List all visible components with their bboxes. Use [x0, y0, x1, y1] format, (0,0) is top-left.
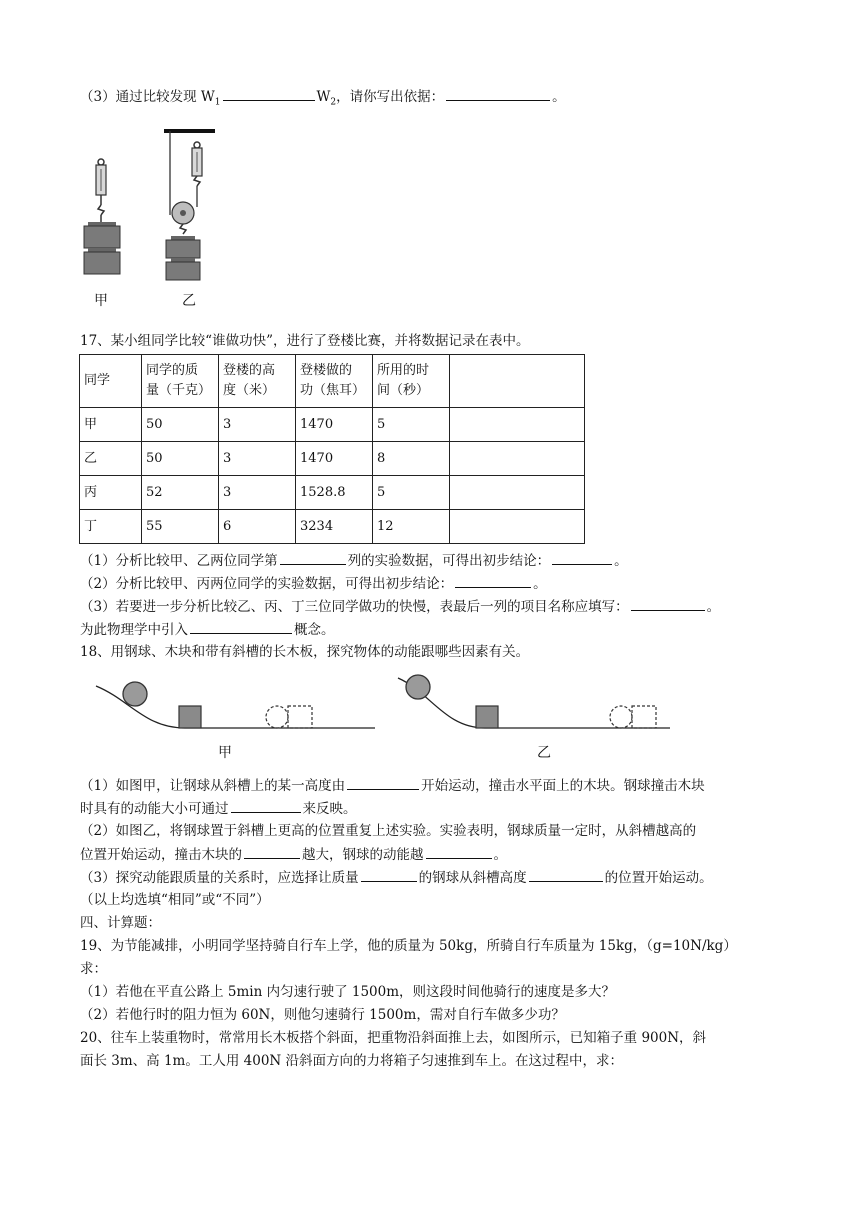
q17-part1: （1）分析比较甲、乙两位同学第 列的实验数据，可得出初步结论： 。 [80, 550, 628, 571]
answer-blank[interactable] [361, 867, 417, 882]
answer-blank[interactable] [190, 619, 292, 634]
answer-blank[interactable] [631, 596, 705, 611]
q16-part3: （3）通过比较发现 $W_1$ $W_2$，请你写出依据： 。 [80, 86, 566, 113]
q19-part2: （2）若他行时的阻力恒为 60N，则他匀速骑行 1500m，需对自行车做多少功？ [80, 1007, 565, 1023]
table-header-row [80, 355, 585, 408]
answer-blank[interactable] [347, 775, 419, 790]
q18-stem: 18、用钢球、木块和带有斜槽的长木板，探究物体的动能跟哪些因素有关。 [80, 644, 530, 660]
table-row: 丁 55 6 3234 12 [80, 510, 585, 544]
table-blank-cell[interactable] [450, 442, 585, 476]
section-heading: 四、计算题： [80, 915, 161, 931]
q17-stem: 17、某小组同学比较“谁做功快”，进行了登楼比赛，并将数据记录在表中。 [80, 333, 530, 349]
table-header-cell: 同学 [80, 355, 142, 408]
table-blank-cell[interactable] [450, 510, 585, 544]
incline-yi [398, 675, 670, 728]
answer-blank[interactable] [244, 844, 300, 859]
table-row: 甲 50 3 1470 5 [80, 408, 585, 442]
answer-blank[interactable] [280, 550, 346, 565]
answer-blank[interactable] [426, 844, 492, 859]
answer-blank[interactable] [223, 86, 315, 101]
table-blank-cell[interactable] [450, 476, 585, 510]
q17-part2: （2）分析比较甲、丙两位同学的实验数据，可得出初步结论： 。 [80, 573, 547, 594]
q20-stem-cont: 面长 3m、高 1m。工人用 400N 沿斜面方向的力将箱子匀速推到车上。在这过程中，求： [80, 1053, 624, 1069]
table-header-cell: 所用的时 间（秒） [373, 355, 450, 408]
incline-ball-figure [90, 670, 690, 740]
q19-stem: 19、为节能减排，小明同学坚持骑自行车上学，他的质量为 50kg，所骑自行车质量为 15kg，（g=10N/kg） [80, 938, 737, 954]
q20-stem: 20、往车上装重物时，常常用长木板搭个斜面，把重物沿斜面推上去，如图所示，已知箱子重 900N，斜 [80, 1030, 707, 1046]
incline-jia [96, 682, 375, 728]
table-header-cell: 登楼的高 度（米） [219, 355, 296, 408]
q18-part3-note: （以上均选填“相同”或“不同”） [80, 892, 270, 908]
q17-part3-cont: 为此物理学中引入 概念。 [80, 619, 335, 640]
answer-blank[interactable] [529, 867, 603, 882]
q18-part1: （1）如图甲，让钢球从斜槽上的某一高度由 开始运动，撞击水平面上的木块。钢球撞击木块 [80, 775, 705, 796]
q17-part3: （3）若要进一步分析比较乙、丙、丁三位同学做功的快慢，表最后一列的项目名称应填写： 。 [80, 596, 720, 617]
q19-part1: （1）若他在平直公路上 5min 内匀速行驶了 1500m，则这段时间他骑行的速度是多大？ [80, 984, 616, 1000]
q18-part2: （2）如图乙，将钢球置于斜槽上更高的位置重复上述实验。实验表明，钢球质量一定时，从斜槽越高的 [80, 823, 697, 839]
table-blank-cell[interactable] [450, 408, 585, 442]
figure-label-yi: 乙 [182, 293, 196, 309]
answer-blank[interactable] [552, 550, 612, 565]
figure-label-jia: 甲 [94, 293, 108, 309]
q18-part2-cont: 位置开始运动，撞击木块的 越大，钢球的动能越 。 [80, 844, 507, 865]
spring-scale-jia [84, 159, 120, 274]
answer-blank[interactable] [446, 86, 550, 101]
pulley-setup-yi [164, 131, 215, 280]
answer-blank[interactable] [455, 573, 531, 588]
stair-climb-table [79, 354, 585, 544]
spring-scale-figure [80, 125, 230, 310]
figure-label-jia: 甲 [218, 745, 232, 761]
answer-blank[interactable] [231, 798, 301, 813]
table-header-cell: 登楼做的 功（焦耳） [296, 355, 373, 408]
table-row: 乙 50 3 1470 8 [80, 442, 585, 476]
q19-stem-cont: 求： [80, 961, 107, 977]
table-header-cell-blank[interactable] [450, 355, 585, 408]
table-row: 丙 52 3 1528.8 5 [80, 476, 585, 510]
figure-label-yi: 乙 [537, 745, 551, 761]
table-header-cell: 同学的质 量（千克） [142, 355, 219, 408]
q18-part1-cont: 时具有的动能大小可通过 来反映。 [80, 798, 357, 819]
q18-part3: （3）探究动能跟质量的关系时，应选择让质量 的钢球从斜槽高度 的位置开始运动。 [80, 867, 713, 888]
